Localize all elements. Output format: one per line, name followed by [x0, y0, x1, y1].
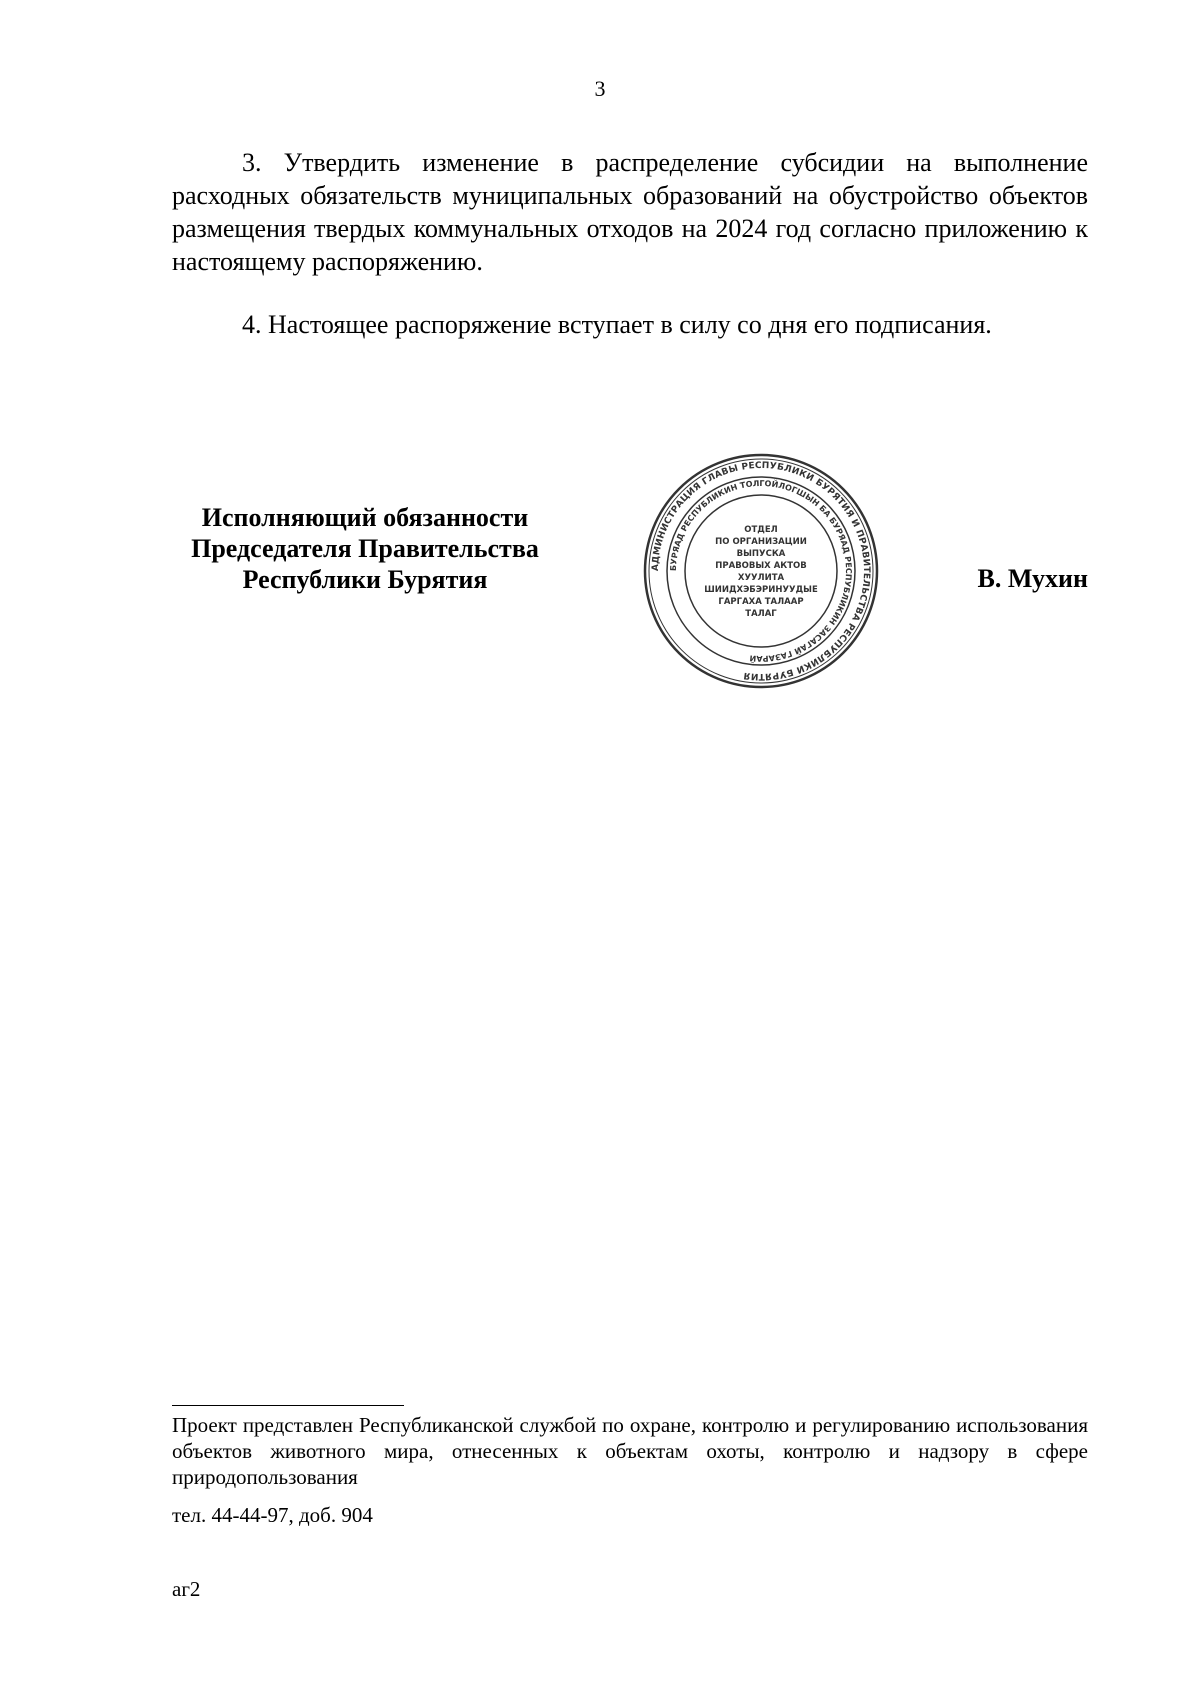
seal-center-line: ХУУЛИТА	[737, 573, 785, 583]
seal-center-line: ПО ОРГАНИЗАЦИИ	[715, 537, 807, 547]
official-seal	[641, 451, 881, 691]
paragraph-item-3: 3. Утвердить изменение в распределение субсидии на выполнение расходных обязательств муниципальных образований на обустройство объектов размещения твердых коммунальных отходов на 2024 год согласно приложению к настоящему распоряжению.	[172, 148, 1088, 276]
signer-position-line-3: Республики Бурятия	[242, 565, 488, 594]
footnote-text: Проект представлен Республиканской службой по охране, контролю и регулированию использования объектов животного мира, отнесенных к объектам охоты, контролю и надзору в сфере природопользования	[172, 1413, 1088, 1489]
document-code: аг2	[172, 1577, 201, 1601]
seal-center-line: ВЫПУСКА	[736, 549, 786, 559]
page-number: 3	[594, 76, 606, 101]
seal-center-line: ГАРГАХА ТАЛААР	[718, 597, 804, 607]
seal-center-line: ОТДЕЛ	[744, 525, 778, 535]
paragraph-item-4: 4. Настоящее распоряжение вступает в силу со дня его подписания.	[242, 310, 992, 339]
signer-position-line-1: Исполняющий обязанности	[201, 503, 529, 532]
seal-inner-text: БУРЯАД РЕСПУБЛИКИН ТОЛГОЙЛОГШЫН БА БУРЯАД РЕСПУБЛИКИН ЗАСАГАЙ ГАЗАРАЙ	[668, 478, 854, 664]
seal-center-text	[704, 525, 818, 619]
seal-outer-text: АДМИНИСТРАЦИЯ ГЛАВЫ РЕСПУБЛИКИ БУРЯТИЯ И ПРАВИТЕЛЬСТВА РЕСПУБЛИКИ БУРЯТИЯ	[650, 460, 872, 682]
seal-outer-ring	[645, 455, 877, 687]
signer-position-line-2: Председателя Правительства	[191, 534, 539, 563]
footnote-contact: тел. 44-44-97, доб. 904	[172, 1503, 373, 1527]
footnote-separator	[172, 1405, 404, 1406]
signer-name: В. Мухин	[977, 564, 1088, 593]
seal-middle-ring	[667, 477, 855, 665]
seal-center-line: ПРАВОВЫХ АКТОВ	[715, 561, 807, 571]
seal-center-line: ТАЛАГ	[745, 609, 777, 619]
seal-inner-ring	[685, 495, 837, 647]
seal-center-line: ШИИДХЭБЭРИНУУДЫЕ	[704, 585, 818, 595]
signer-position	[160, 502, 570, 595]
seal-outer-thin-ring	[649, 459, 873, 683]
